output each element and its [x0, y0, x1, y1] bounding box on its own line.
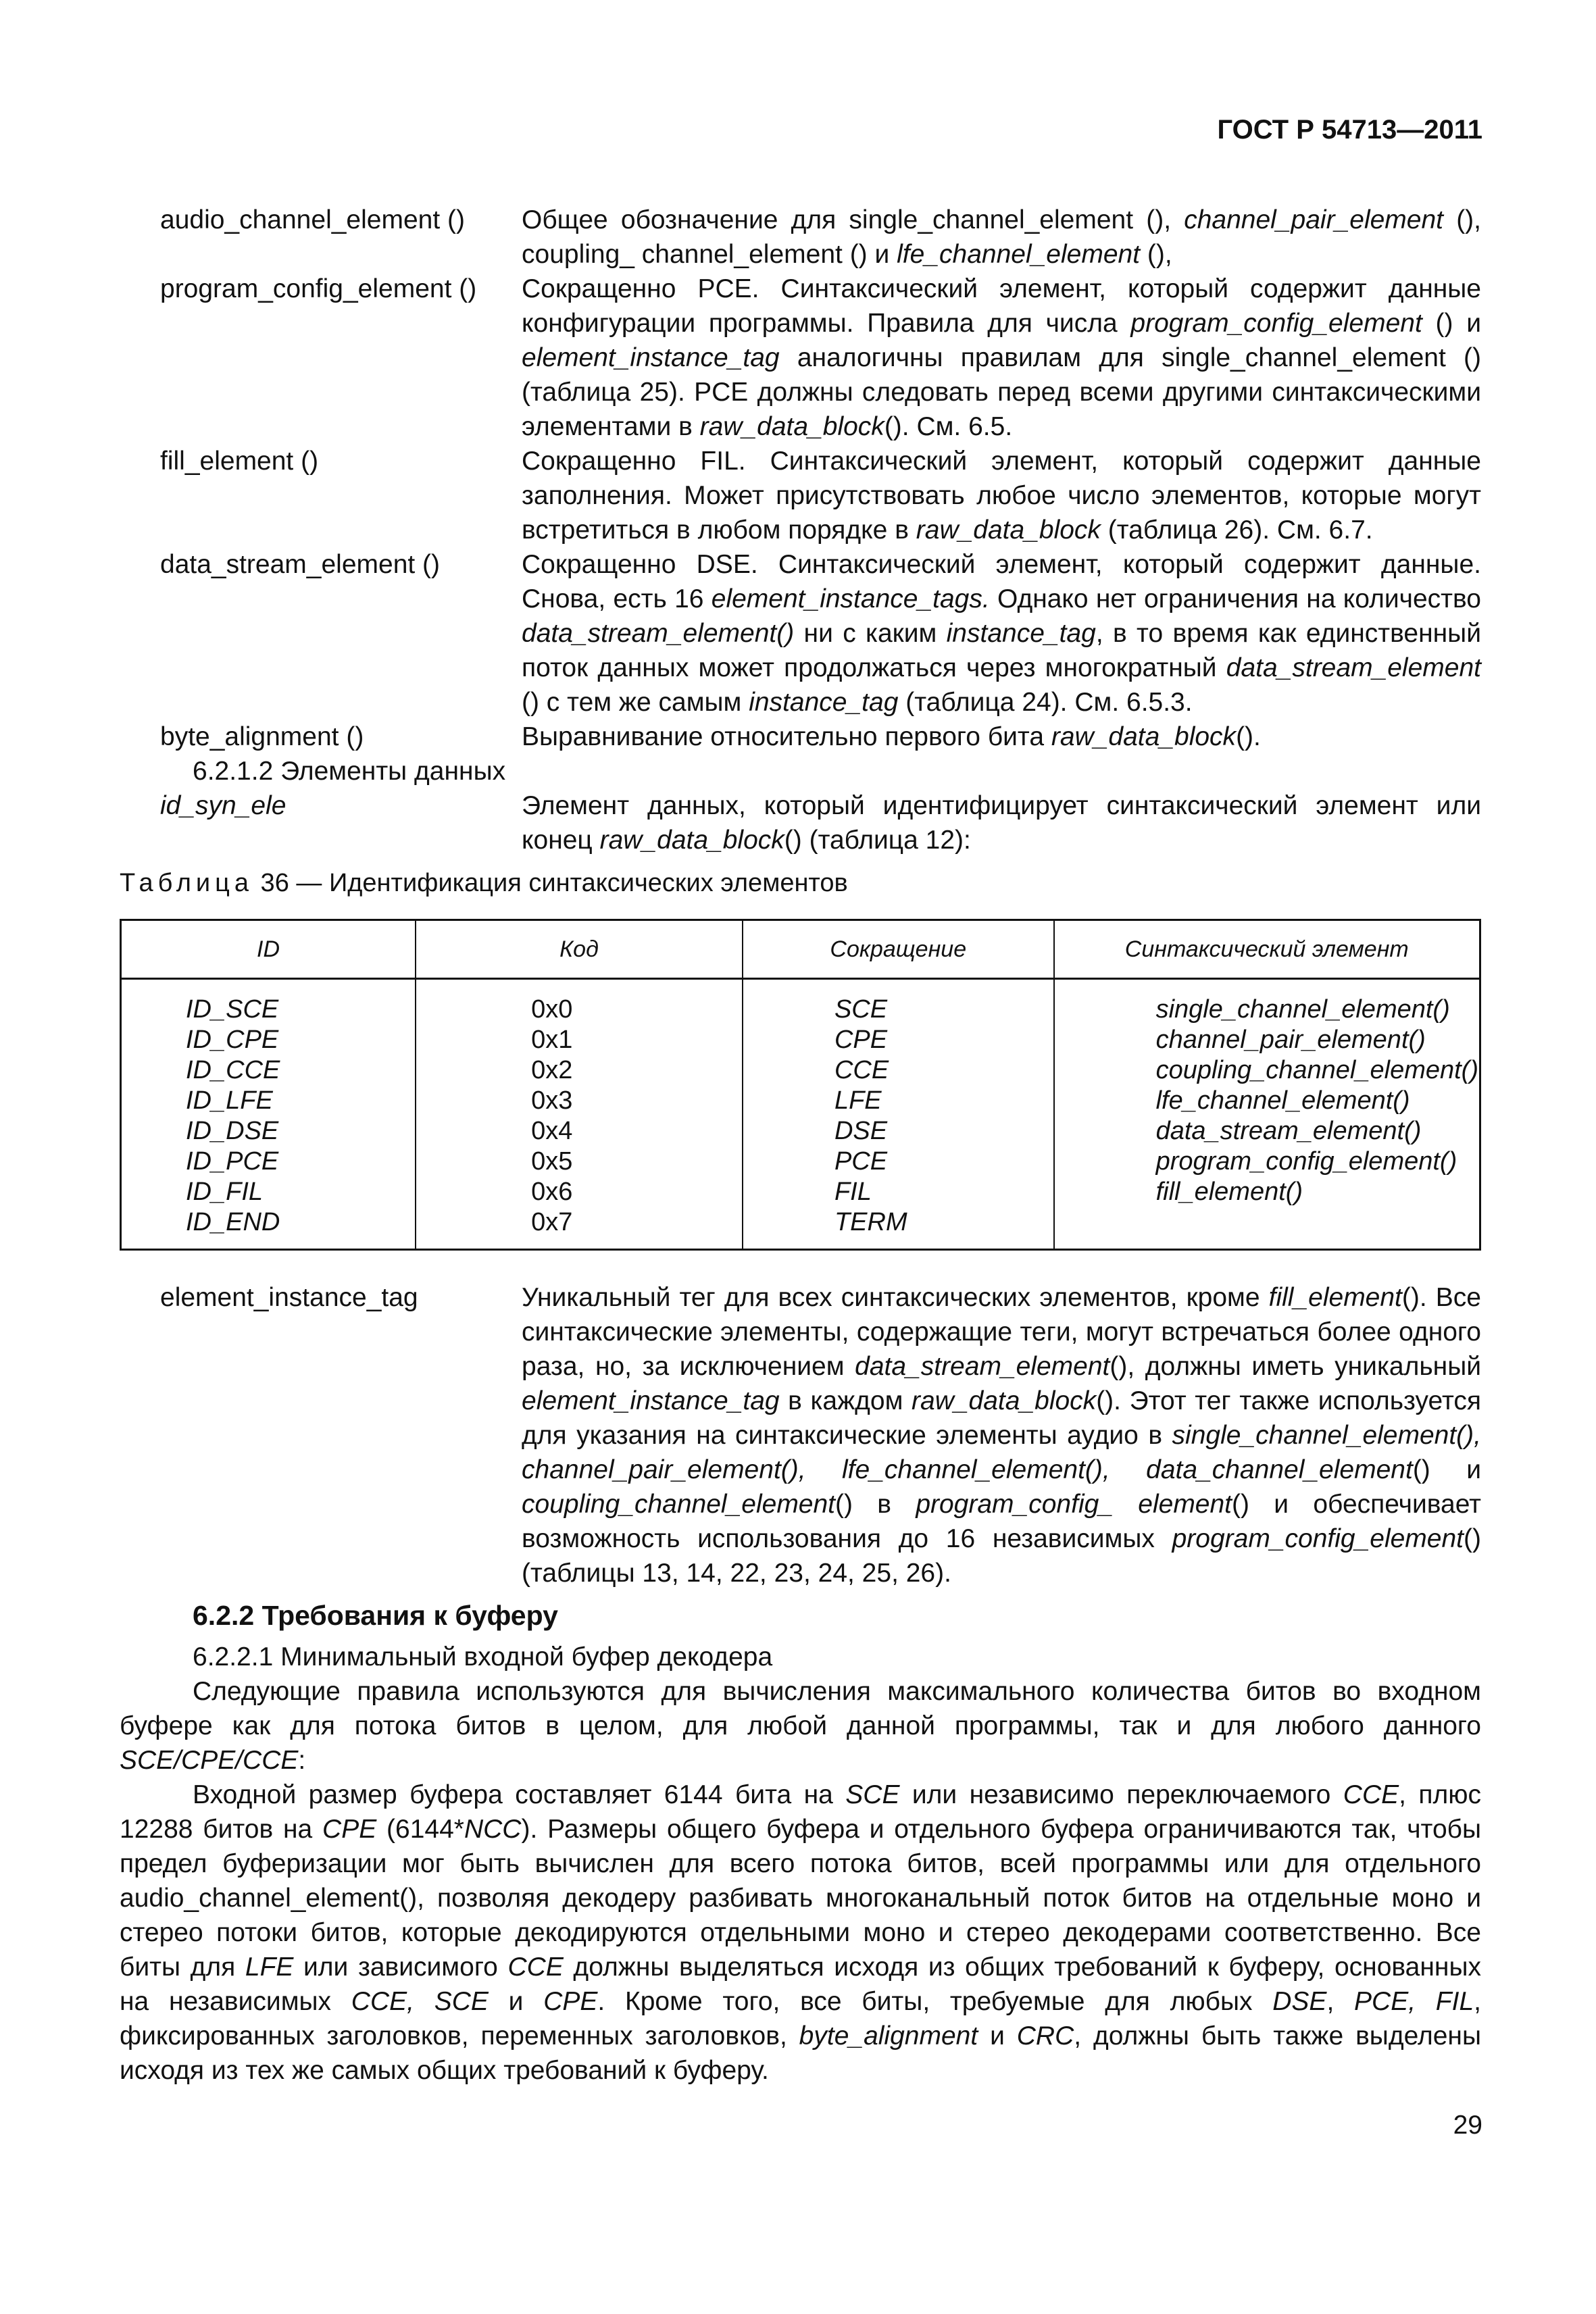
- table-cell-line: FIL: [834, 1178, 872, 1206]
- section-buffer-requirements: [120, 1598, 1481, 2088]
- italic-text: raw_data_block: [699, 412, 884, 441]
- definition-description: [522, 788, 1481, 857]
- text-run: () (таблица 12):: [784, 826, 971, 855]
- table-cell-line: 0x5: [531, 1147, 573, 1176]
- text-run: (6144*: [376, 1815, 464, 1844]
- text-run: () (таблицы 13, 14, 22, 23, 24, 25, 26).: [522, 1524, 1481, 1588]
- table-cell-line: 0x4: [531, 1117, 573, 1145]
- header-id: ID: [121, 920, 416, 979]
- text-run: . Кроме того, все биты, требуемые для любых: [597, 1987, 1273, 2016]
- text-run: :: [298, 1746, 306, 1775]
- italic-text: program_config_element: [1130, 309, 1422, 338]
- table-cell-line: ID_SCE: [186, 995, 279, 1024]
- paragraph: [120, 1778, 1481, 2088]
- table-cell-line: SCE: [834, 995, 888, 1024]
- italic-text: program_config_element: [1172, 1524, 1464, 1553]
- definition-fill-element: [120, 444, 1481, 547]
- definition-data-stream-element: [120, 547, 1481, 720]
- table-cell-line: LFE: [834, 1086, 882, 1115]
- definition-term: byte_alignment (): [160, 722, 364, 751]
- definition-element-instance-tag: [120, 1280, 1481, 1590]
- text-run: Сокращенно DSE. Синтаксический элемент, который содержит данные. Снова, есть 16: [522, 550, 1481, 613]
- italic-text: element_instance_tag: [522, 343, 780, 372]
- text-run: , фиксированных заголовков, переменных заголовков,: [120, 1987, 1481, 2051]
- italic-text: data_stream_element: [855, 1352, 1110, 1381]
- italic-text: CPE: [322, 1815, 377, 1844]
- text-run: или зависимого: [293, 1953, 508, 1982]
- text-run: Входной размер буфера составляет 6144 бита на: [193, 1780, 846, 1809]
- table-cell-line: DSE: [834, 1117, 888, 1145]
- definition-term: program_config_element (): [160, 274, 477, 303]
- definition-program-config-element: [120, 272, 1481, 444]
- table-row: [121, 979, 1480, 1250]
- table-cell-line: 0x0: [531, 995, 573, 1024]
- table-cell-line: program_config_element(): [1155, 1147, 1457, 1176]
- text-run: Сокращенно FIL. Синтаксический элемент, который содержит данные заполнения. Может присутствовать любое число элементов, которые могут встретиться в любом порядке в: [522, 447, 1481, 545]
- page-number: 29: [1453, 2111, 1482, 2140]
- table-cell-line: 0x3: [531, 1086, 573, 1115]
- italic-text: instance_tag: [749, 688, 899, 717]
- definition-description: [522, 720, 1481, 754]
- definition-term: id_syn_ele: [160, 791, 286, 820]
- italic-text: raw_data_block: [1051, 722, 1237, 751]
- text-run: ). Размеры общего буфера и отдельного буфера ограничиваются так, чтобы предел буферизации мог быть вычислен для всего потока битов, всей программы или для отдельного audio_channel_element(), позволяя декодеру разбивать многоканальный поток битов на отдельные моно и стерео потоки битов, которые декодируются отдельными моно и стерео декодерами соответственно. Все биты для: [120, 1815, 1482, 1982]
- table-cell-line: CCE: [834, 1056, 889, 1084]
- text-run: , в то время как единственный поток данных может продолжаться через многократный: [522, 619, 1481, 682]
- definition-term: fill_element (): [160, 447, 319, 476]
- italic-text: data_stream_element: [1226, 653, 1481, 682]
- text-run: Однако нет ограничения на количество: [989, 584, 1481, 613]
- italic-text: CCE: [1343, 1780, 1399, 1809]
- text-run: (). См. 6.5.: [884, 412, 1013, 441]
- text-run: () и обеспечивает возможность использования до 16 независимых: [522, 1490, 1481, 1553]
- definition-description: [522, 272, 1481, 444]
- definition-description: [522, 444, 1481, 547]
- italic-text: CCE, SCE: [351, 1987, 489, 2016]
- text-run: Выравнивание относительно первого бита: [522, 722, 1051, 751]
- header-syntax-element: Синтаксический элемент: [1054, 920, 1480, 979]
- section-title: 6.2.2 Требования к буферу: [193, 1600, 558, 1631]
- table-header-row: [121, 920, 1480, 979]
- table-cell-line: ID_LFE: [186, 1086, 273, 1115]
- element-column: [1054, 979, 1480, 1250]
- italic-text: fill_element: [1268, 1283, 1402, 1312]
- italic-text: data_stream_element(): [522, 619, 795, 648]
- syntax-element-table: [120, 919, 1481, 1251]
- paragraph: [120, 1674, 1481, 1778]
- text-run: , плюс 12288 битов на: [120, 1780, 1481, 1844]
- table-cell-line: lfe_channel_element(): [1155, 1086, 1410, 1115]
- italic-text: PCE, FIL: [1354, 1987, 1474, 2016]
- table-cell-line: ID_CCE: [186, 1056, 280, 1084]
- subheading-data-elements: 6.2.1.2 Элементы данных: [193, 757, 506, 786]
- text-run: аналогичны правилам для single_channel_element () (таблица 25). PCE должны следовать перед всеми другими синтаксическими элементами в: [522, 343, 1481, 441]
- text-run: (). Этот тег также используется для указания на синтаксические элементы аудио в: [522, 1386, 1481, 1450]
- definition-id-syn-ele: [120, 788, 1481, 857]
- text-run: и: [488, 1987, 544, 2016]
- italic-text: SCE: [845, 1780, 900, 1809]
- italic-text: element_instance_tags.: [711, 584, 990, 613]
- table-cell-line: channel_pair_element(): [1155, 1026, 1426, 1054]
- text-run: () и: [1412, 1455, 1481, 1484]
- table-caption: [120, 867, 848, 899]
- text-run: Следующие правила используются для вычисления максимального количества битов во входном буфере как для потока битов в целом, для любой данной программы, так и для любого данного: [120, 1677, 1481, 1740]
- text-run: Сокращенно PCE. Синтаксический элемент, который содержит данные конфигурации программы. Правила для числа: [522, 274, 1481, 338]
- text-run: , должны быть также выделены исходя из тех же самых общих требований к буферу.: [120, 2021, 1481, 2085]
- table-cell-line: coupling_channel_element(): [1155, 1056, 1478, 1084]
- text-run: () в: [835, 1490, 916, 1519]
- definition-term: element_instance_tag: [160, 1283, 418, 1312]
- text-run: ни с каким: [794, 619, 947, 648]
- text-run: в каждом: [779, 1386, 912, 1415]
- text-run: Уникальный тег для всех синтаксических элементов, кроме: [522, 1283, 1269, 1312]
- text-run: ().: [1236, 722, 1261, 751]
- definition-description: [522, 547, 1481, 720]
- table-cell-line: 0x1: [531, 1026, 573, 1054]
- table-cell-line: 0x7: [531, 1208, 573, 1236]
- table-cell-line: 0x6: [531, 1178, 573, 1206]
- header-abbreviation: Сокращение: [743, 920, 1054, 979]
- italic-text: NCC: [464, 1815, 522, 1844]
- italic-text: SCE/CPE/CCE: [120, 1746, 299, 1775]
- text-run: (таблица 24). См. 6.5.3.: [898, 688, 1193, 717]
- italic-text: program_config_ element: [916, 1490, 1232, 1519]
- definition-byte-alignment: [120, 720, 1481, 754]
- italic-text: DSE: [1272, 1987, 1327, 2016]
- table-cell-line: ID_FIL: [186, 1178, 264, 1206]
- italic-text: CCE: [507, 1953, 564, 1982]
- text-run: и: [978, 2021, 1017, 2051]
- italic-text: raw_data_block: [912, 1386, 1097, 1415]
- text-run: Элемент данных, который идентифицирует синтаксический элемент или конец: [522, 791, 1481, 855]
- text-run: или независимо переключаемого: [899, 1780, 1343, 1809]
- text-run: (таблица 26). См. 6.7.: [1100, 515, 1373, 545]
- text-run: (), должны иметь уникальный: [1109, 1352, 1482, 1381]
- definition-description: [522, 203, 1481, 272]
- italic-text: raw_data_block: [916, 515, 1101, 545]
- table-cell-line: ID_PCE: [186, 1147, 279, 1176]
- table-cell-line: data_stream_element(): [1155, 1117, 1422, 1145]
- table-cell-line: CPE: [834, 1026, 888, 1054]
- table-caption-text: 36 — Идентификация синтаксических элементов: [253, 869, 848, 897]
- text-run: (),: [1140, 240, 1172, 269]
- table-cell-line: PCE: [834, 1147, 888, 1176]
- table-cell-line: ID_DSE: [186, 1117, 279, 1145]
- table-caption-word: Таблица: [120, 869, 253, 897]
- page-header: ГОСТ Р 54713—2011: [1217, 115, 1482, 145]
- italic-text: LFE: [245, 1953, 294, 1982]
- italic-text: lfe_channel_element: [897, 240, 1141, 269]
- text-run: Общее обозначение для single_channel_element (),: [522, 205, 1184, 234]
- italic-text: instance_tag: [946, 619, 1096, 648]
- id-column: [121, 979, 416, 1250]
- italic-text: coupling_channel_element: [522, 1490, 836, 1519]
- text-run: ,: [1326, 1987, 1355, 2016]
- text-run: должны выделяться исходя из общих требований к буферу, основанных на независимых: [120, 1953, 1481, 2016]
- table-cell-line: single_channel_element(): [1155, 995, 1450, 1024]
- abbreviation-column: [743, 979, 1054, 1250]
- table-cell-line: ID_CPE: [186, 1026, 279, 1054]
- text-run: () и: [1422, 309, 1481, 338]
- text-run: (), coupling_ channel_element () и: [522, 205, 1482, 269]
- italic-text: single_channel_element(), channel_pair_element(), lfe_channel_element(), data_channel_element: [522, 1421, 1481, 1484]
- header-code: Код: [416, 920, 743, 979]
- definition-description: [522, 1280, 1481, 1590]
- text-run: (). Все синтаксические элементы, содержащие теги, могут встречаться более одного раза, но, за исключением: [522, 1283, 1481, 1381]
- table-cell-line: TERM: [834, 1208, 907, 1236]
- table-cell-line: 0x2: [531, 1056, 573, 1084]
- italic-text: element_instance_tag: [522, 1386, 780, 1415]
- text-run: () с тем же самым: [522, 688, 749, 717]
- italic-text: CRC: [1016, 2021, 1074, 2051]
- table-cell-line: ID_END: [186, 1208, 280, 1236]
- definition-audio-channel-element: [120, 203, 1481, 272]
- subsection-heading: 6.2.2.1 Минимальный входной буфер декодера: [193, 1642, 773, 1671]
- italic-text: channel_pair_element: [1184, 205, 1444, 234]
- code-column: [416, 979, 743, 1250]
- italic-text: byte_alignment: [799, 2021, 978, 2051]
- italic-text: raw_data_block: [599, 826, 784, 855]
- table-cell-line: fill_element(): [1155, 1178, 1303, 1206]
- definitions-list: [120, 203, 1481, 857]
- definition-term: audio_channel_element (): [160, 205, 465, 234]
- definition-term: data_stream_element (): [160, 550, 441, 579]
- italic-text: CPE: [543, 1987, 598, 2016]
